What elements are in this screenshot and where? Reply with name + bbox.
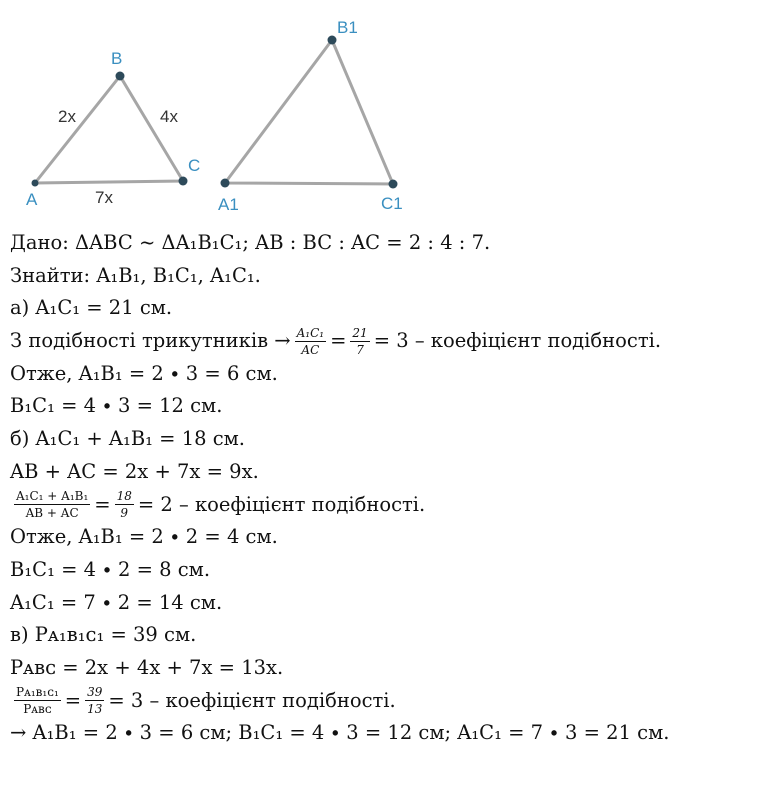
part-c-perimeter-text: Pᴀʙᴄ = 2x + 4x + 7x = 13x.: [10, 655, 284, 679]
vertex-b-dot: [116, 72, 125, 81]
find-text: Знайти: A₁B₁, B₁C₁, A₁C₁.: [10, 263, 261, 287]
side-ab-label: 2x: [58, 107, 76, 126]
fraction-numerator: A₁C₁: [296, 325, 325, 340]
part-a-b1c1-text: B₁C₁ = 4 ∙ 3 = 12 см.: [10, 394, 223, 418]
vertex-a-label: A: [26, 190, 38, 209]
fraction-numerator: 39: [87, 685, 103, 700]
solution-text: [10, 227, 760, 750]
triangles-figure: [0, 0, 766, 225]
equals-sign: =: [94, 492, 111, 516]
fraction-denominator: 13: [87, 702, 103, 717]
side-bc-label: 4x: [160, 107, 178, 126]
part-c-ratio-line: [10, 685, 760, 718]
ratio-result-text: = 2 – коефіцієнт подібності.: [137, 492, 426, 516]
fraction-numerator: Pᴀ₁ʙ₁ᴄ₁: [16, 685, 59, 700]
given-text: Дано: ΔABC ~ ΔA₁B₁C₁; AB : BC : AC = 2 : 4 : 7.: [10, 231, 491, 254]
part-a-a1b1-line: [10, 358, 760, 391]
vertex-c-dot: [179, 177, 188, 186]
equals-sign: =: [330, 329, 347, 353]
vertex-c1-label: C1: [381, 194, 403, 213]
fraction-39-13: [85, 686, 104, 715]
vertex-c1-dot: [389, 180, 398, 189]
part-c-line: [10, 619, 760, 652]
equals-sign: =: [64, 688, 82, 712]
ratio-result-text: = 3 – коефіцієнт подібності.: [108, 688, 396, 712]
part-b-b1c1-text: B₁C₁ = 4 ∙ 2 = 8 см.: [10, 557, 211, 581]
fraction-numerator: 21: [352, 325, 368, 340]
find-line: [10, 260, 760, 293]
vertex-c-label: C: [188, 156, 201, 175]
part-b-a1c1-text: A₁C₁ = 7 ∙ 2 = 14 см.: [10, 590, 223, 614]
fraction-sum-ratio: [14, 490, 90, 519]
part-b-a1b1-text: Отже, A₁B₁ = 2 ∙ 2 = 4 см.: [10, 525, 278, 549]
part-a-text: а) A₁C₁ = 21 см.: [10, 296, 173, 320]
vertex-a1-label: A1: [218, 195, 239, 214]
vertex-b1-label: B1: [337, 18, 358, 37]
ratio-intro-text: З подібності трикутників →: [10, 329, 291, 353]
part-b-b1c1-line: [10, 554, 760, 587]
side-ac-label: 7x: [95, 188, 113, 207]
part-b-sum-text: AB + AC = 2x + 7x = 9x.: [10, 459, 259, 483]
fraction-denominator: 9: [120, 506, 129, 521]
fraction-perimeter-ratio: [14, 686, 61, 715]
fraction-numerator: 18: [116, 489, 132, 504]
fraction-a1c1-ac: [295, 327, 326, 356]
part-a-line: [10, 292, 760, 325]
part-b-ratio-line: [10, 489, 760, 522]
triangle-a1b1c1: [218, 18, 403, 214]
part-c-text: в) Pᴀ₁ʙ₁ᴄ₁ = 39 см.: [10, 623, 197, 647]
fraction-denominator: AB + AC: [25, 506, 79, 521]
part-b-a1c1-line: [10, 587, 760, 620]
vertex-b-label: B: [111, 49, 123, 68]
part-b-text: б) A₁C₁ + A₁B₁ = 18 см.: [10, 427, 245, 451]
part-b-a1b1-line: [10, 521, 760, 554]
fraction-21-7: [350, 327, 369, 356]
part-c-answer-text: → A₁B₁ = 2 ∙ 3 = 6 см; B₁C₁ = 4 ∙ 3 = 12 см; A₁C₁ = 7 ∙ 3 = 21 см.: [10, 721, 670, 745]
part-a-ratio-line: [10, 325, 760, 358]
part-a-b1c1-line: [10, 390, 760, 423]
fraction-denominator: 7: [356, 342, 364, 357]
triangle-a1b1c1-sides: [225, 40, 393, 184]
part-b-line: [10, 423, 760, 456]
vertex-a-dot: [32, 180, 39, 187]
fraction-18-9: [115, 490, 134, 519]
triangle-abc: [26, 49, 200, 209]
vertex-b1-dot: [328, 36, 337, 45]
part-b-sum-line: [10, 456, 760, 489]
triangle-abc-sides: [35, 76, 183, 183]
fraction-denominator: AC: [301, 342, 320, 357]
vertex-a1-dot: [221, 179, 230, 188]
part-c-perimeter-line: [10, 652, 760, 685]
part-c-answer-line: [10, 717, 760, 750]
given-line: [10, 227, 760, 260]
ratio-result-text: = 3 – коефіцієнт подібності.: [373, 329, 662, 353]
fraction-numerator: A₁C₁ + A₁B₁: [16, 489, 89, 504]
fraction-denominator: Pᴀʙᴄ: [23, 702, 52, 717]
part-a-a1b1-text: Отже, A₁B₁ = 2 ∙ 3 = 6 см.: [10, 361, 278, 385]
